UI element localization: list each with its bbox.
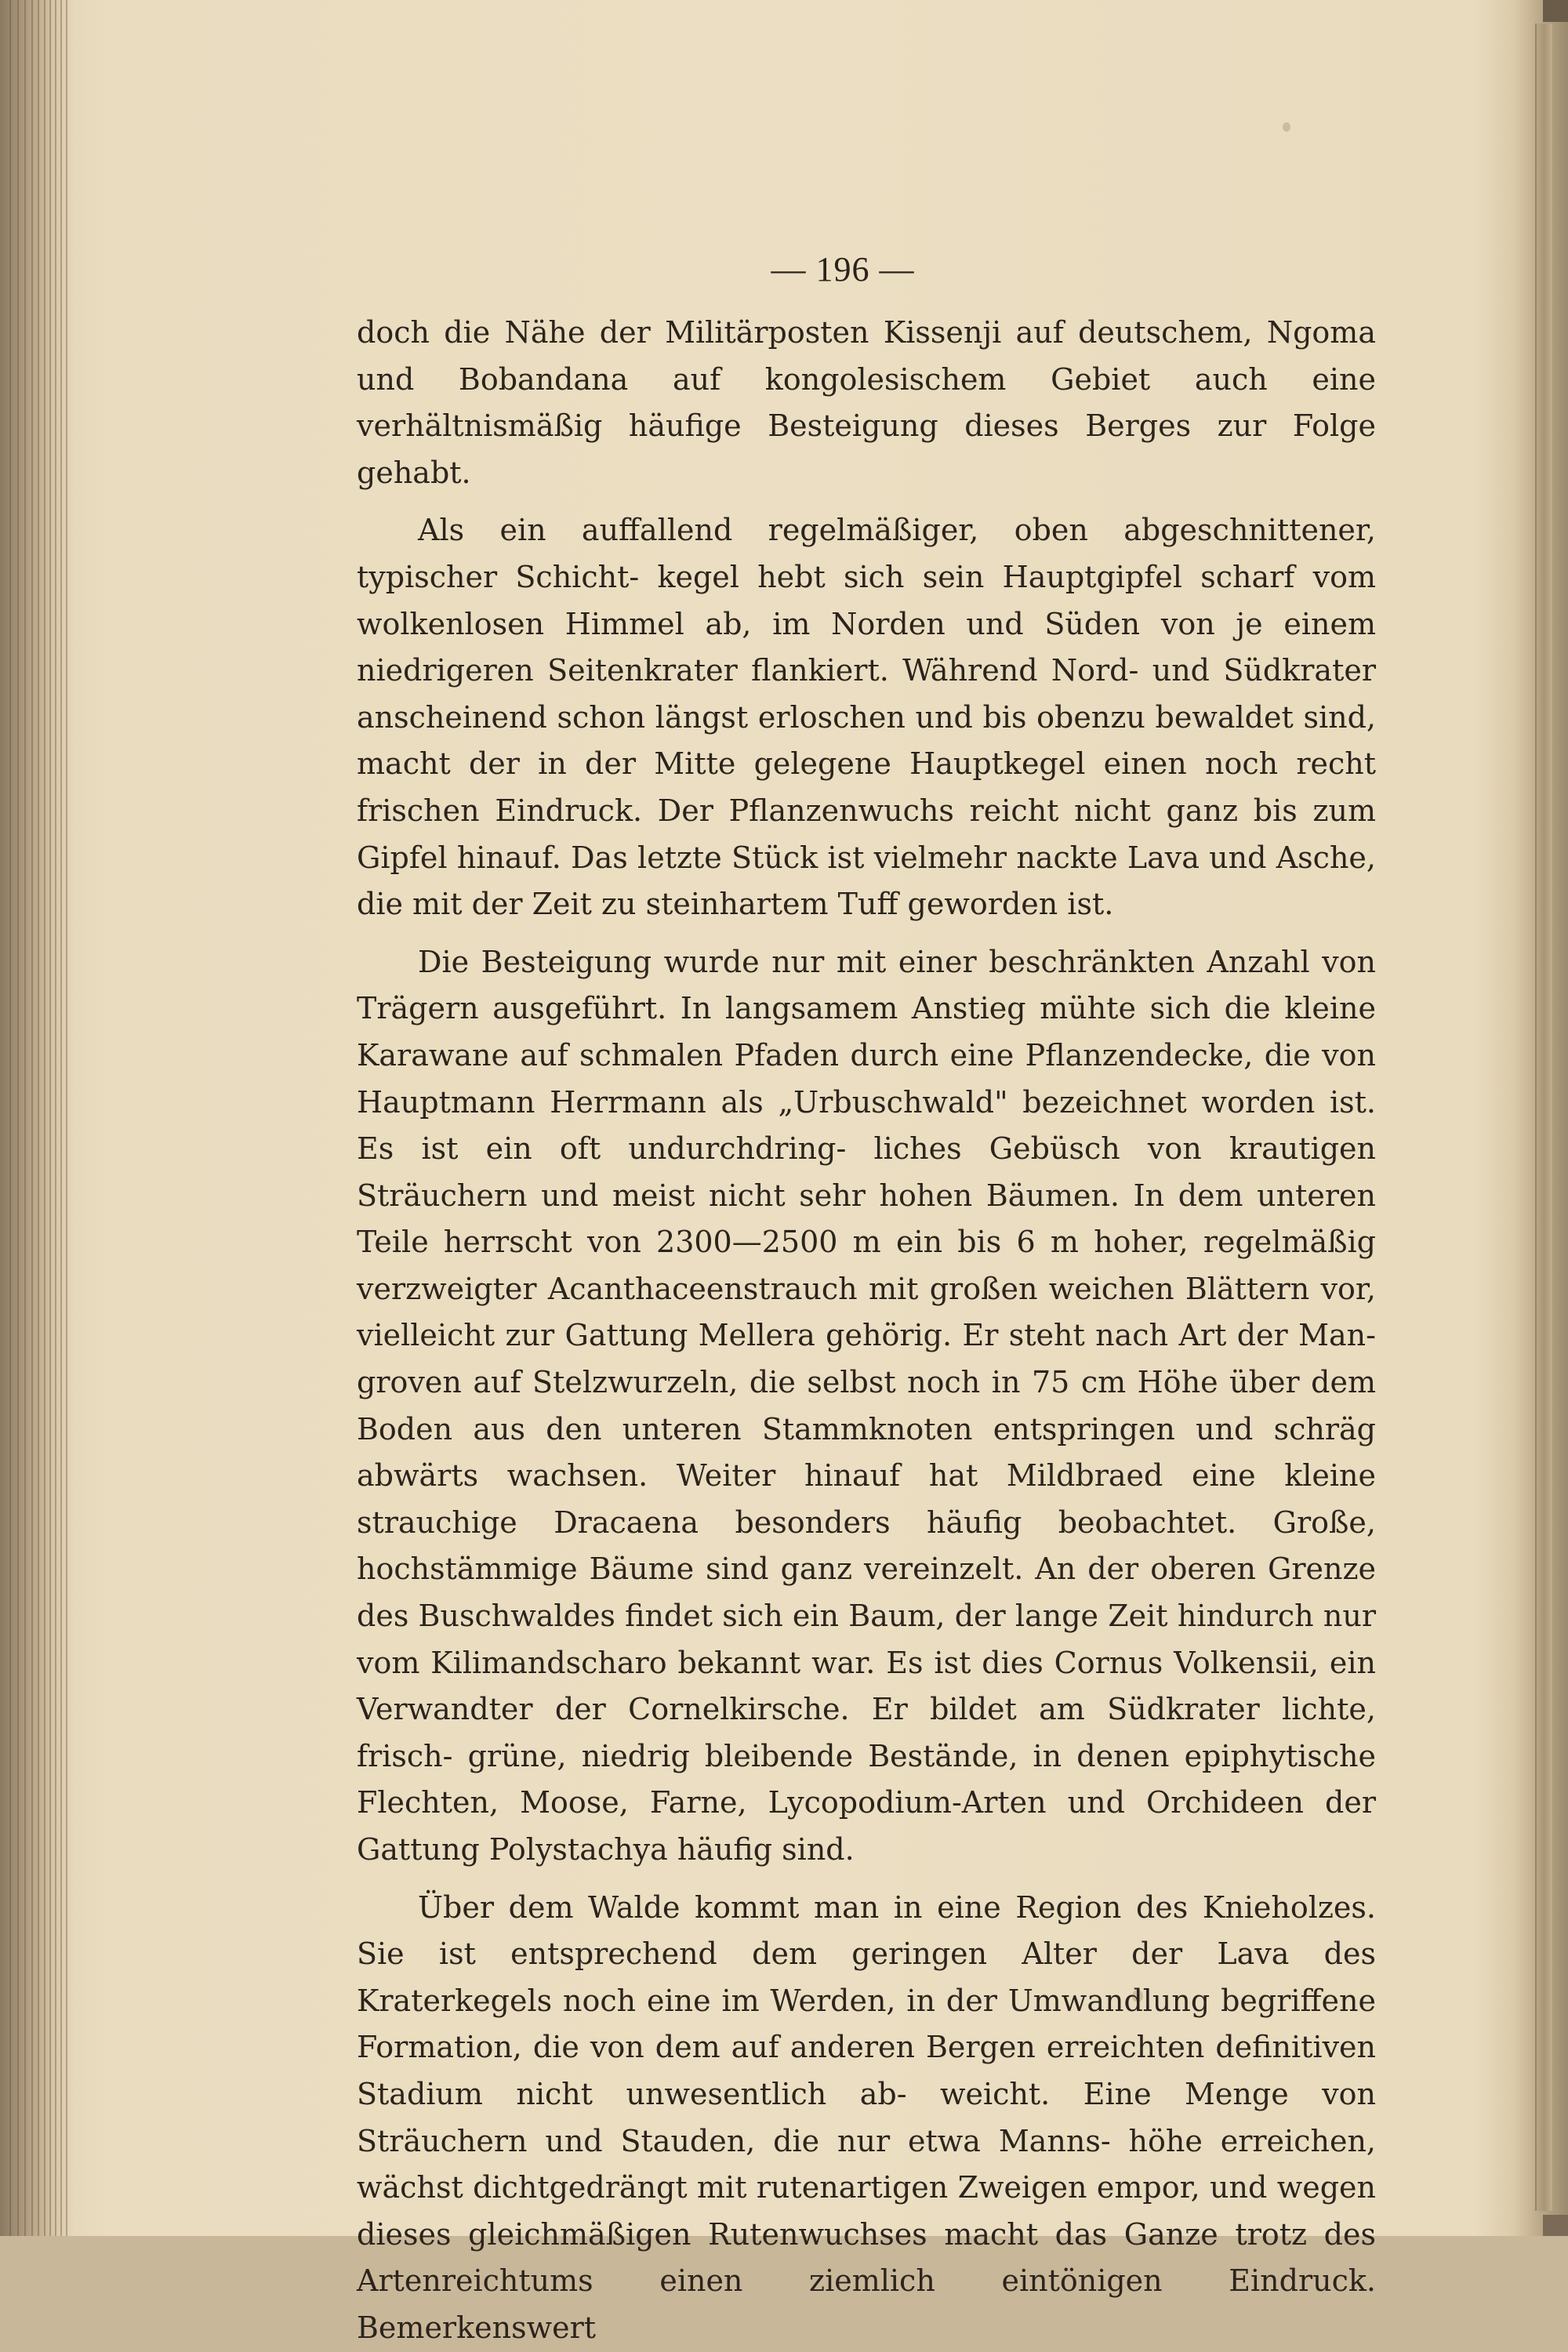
paragraph-4: Über dem Walde kommt man in eine Region des Knieholzes. Sie ist entsprechend dem geringen Alter der Lava des Kraterkegels noch eine im Werden, in der Umwandlung begriffene Formation, die von dem auf anderen Bergen erreichten definitiven Stadium nicht unwesentlich ab- weicht. Eine Menge von Sträuchern und Stauden, die nur etwa Manns- höhe erreichen, wächst dichtgedrängt mit rutenartigen Zweigen empor, und wegen dieses gleichmäßigen Rutenwuchses macht das Ganze trotz des Artenreichtums einen ziemlich eintönigen Eindruck. Bemerkenswert <box>357 1889 1376 2345</box>
book-spine-edge <box>1529 0 1568 2236</box>
spine-tab-bottom <box>1543 2215 1568 2236</box>
page-number: — 196 — <box>771 250 915 289</box>
next-page-edge <box>1535 24 1552 2211</box>
paragraph-1: doch die Nähe der Militärposten Kissenji auf deutschem, Ngoma und Bobandana auf kongolesischem Gebiet auch eine verhältnismäßig häufige Besteigung dieses Berges zur Folge gehabt. <box>357 315 1376 490</box>
paragraph-3: Die Besteigung wurde nur mit einer beschränkten Anzahl von Trägern ausgeführt. In langsamem Anstieg mühte sich die kleine Karawane auf schmalen Pfaden durch eine Pflanzendecke, die von Hauptmann Herrmann als „Urbuschwald" bezeichnet worden ist. Es ist ein oft undurchdring- liches Gebüsch von krautigen Sträuchern und meist nicht sehr hohen Bäumen. In dem unteren Teile herrscht von 2300—2500 m ein bis 6 m hoher, regelmäßig verzweigter Acanthaceenstrauch mit großen weichen Blättern vor, vielleicht zur Gattung Mellera gehörig. Er steht nach Art der Man- groven auf Stelzwurzeln, die selbst noch in 75 cm Höhe über dem Boden aus den unteren Stammknoten entspringen und schräg abwärts wachsen. Weiter hinauf hat Mildbraed eine kleine strauchige Dracaena besonders häufig beobachtet. Große, hochstämmige Bäume sind ganz vereinzelt. An der oberen Grenze des Buschwaldes findet sich ein Baum, der lange Zeit hindurch nur vom Kilimandscharo bekannt war. Es ist dies Cornus Volkensii, ein Verwandter der Cornelkirsche. Er bildet am Südkrater lichte, frisch- grüne, niedrig bleibende Bestände, in denen epiphytische Flechten, Moose, Farne, Lycopodium-Arten und Orchideen der Gattung Polystachya häufig sind. <box>357 944 1376 1867</box>
page-stack-edge <box>0 0 74 2236</box>
body-text <box>357 310 1376 2352</box>
spine-tab-top <box>1543 0 1568 22</box>
paper-spot <box>1283 122 1290 132</box>
paragraph-2: Als ein auffallend regelmäßiger, oben abgeschnittener, typischer Schicht- kegel hebt sich sein Hauptgipfel scharf vom wolkenlosen Himmel ab, im Norden und Süden von je einem niedrigeren Seitenkrater flankiert. Während Nord- und Südkrater anscheinend schon längst erloschen und bis obenzu bewaldet sind, macht der in der Mitte gelegene Hauptkegel einen noch recht frischen Eindruck. Der Pflanzenwuchs reicht nicht ganz bis zum Gipfel hinauf. Das letzte Stück ist vielmehr nackte Lava und Asche, die mit der Zeit zu steinhartem Tuff geworden ist. <box>357 513 1376 922</box>
